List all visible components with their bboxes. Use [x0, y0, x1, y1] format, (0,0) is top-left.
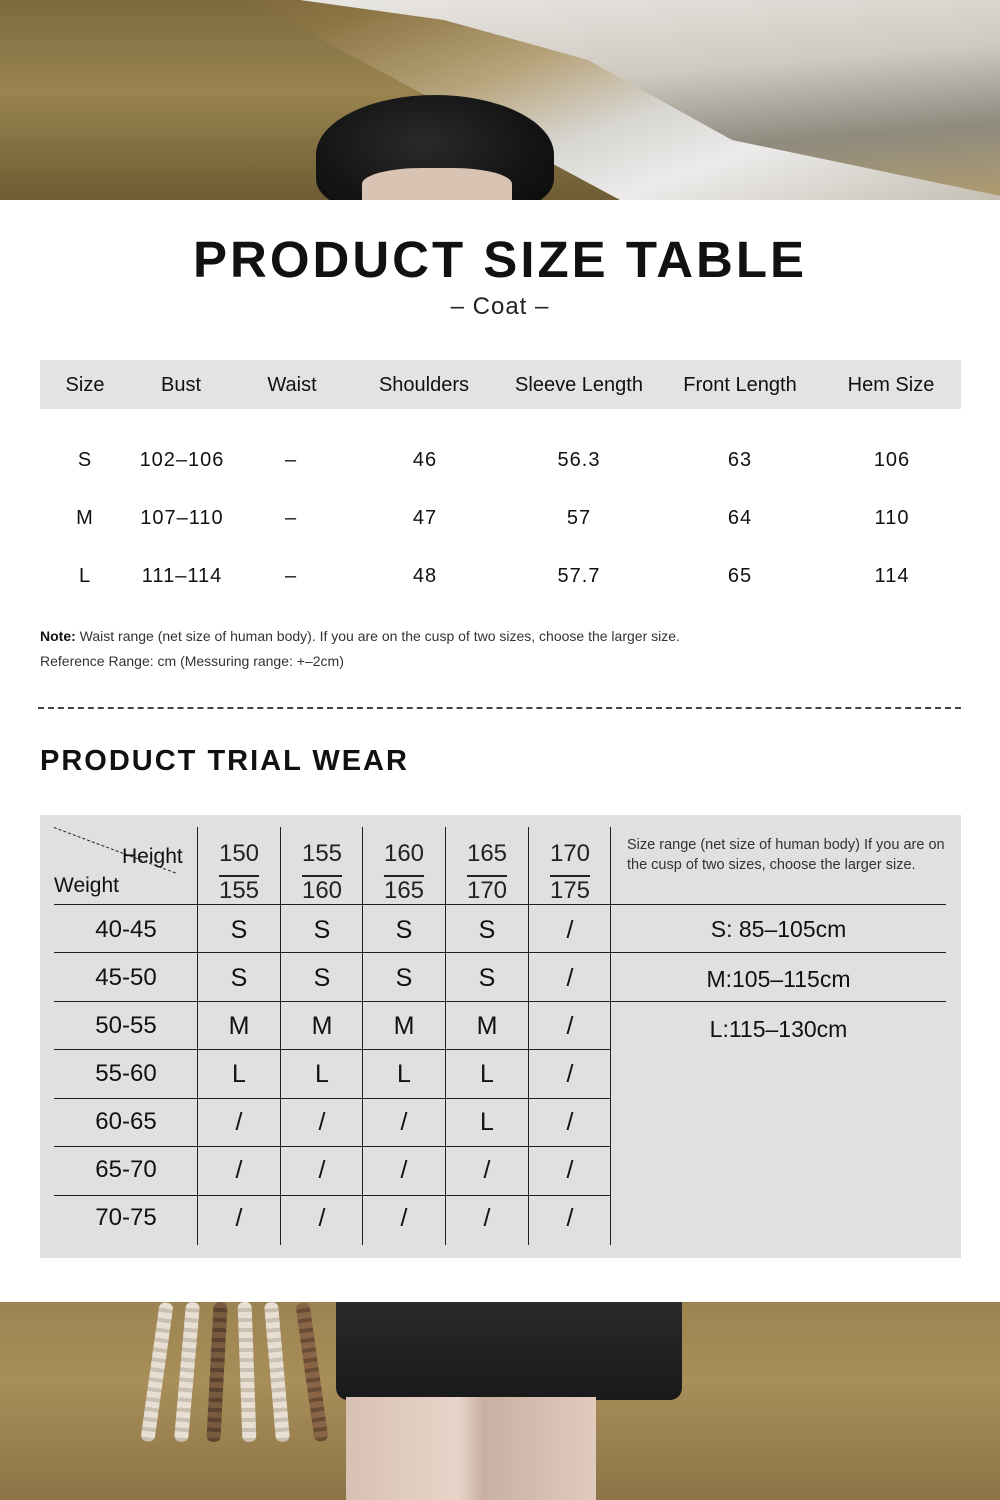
- trial-cell: S: [230, 916, 248, 944]
- size-guide-card: [0, 200, 1000, 1302]
- trial-cell: /: [566, 1156, 574, 1184]
- size-note: [40, 624, 680, 674]
- cell-waist: –: [284, 507, 298, 529]
- height-from: 150: [218, 840, 260, 867]
- height-from: 155: [301, 840, 343, 867]
- size-table-header: [40, 360, 961, 409]
- scarf-fringe: [295, 1302, 328, 1442]
- trial-cell: /: [566, 916, 574, 944]
- header-size: Size: [65, 374, 105, 396]
- height-to: 165: [383, 877, 425, 904]
- reference-range-text: Reference Range: cm (Messuring range: +–2cm): [40, 653, 344, 669]
- trial-cell: L: [315, 1060, 329, 1088]
- cell-size: M: [76, 507, 94, 529]
- header-bust: Bust: [160, 374, 202, 396]
- grid-line: [54, 1098, 611, 1099]
- header-hem-size: Hem Size: [847, 374, 935, 396]
- height-to: 175: [549, 877, 591, 904]
- grid-line: [54, 1001, 946, 1002]
- note-label: Note:: [40, 628, 76, 644]
- trial-cell: /: [400, 1204, 408, 1232]
- trial-cell: /: [235, 1156, 243, 1184]
- size-range-s: S: 85–105cm: [710, 916, 847, 942]
- cell-sleeve-length: 56.3: [557, 449, 601, 471]
- height-col-header: [363, 835, 445, 909]
- trial-cell: /: [318, 1204, 326, 1232]
- note-line: [40, 624, 680, 649]
- scarf-fringe: [264, 1302, 290, 1442]
- height-to: 155: [218, 877, 260, 904]
- grid-line: [54, 1195, 611, 1196]
- cell-bust: 102–106: [139, 449, 225, 471]
- corner-weight-label: Weight: [54, 874, 119, 897]
- trial-cell: M: [311, 1012, 333, 1040]
- header-front-length: Front Length: [683, 374, 797, 396]
- weight-label: 50-55: [95, 1012, 157, 1039]
- trial-cell: S: [230, 964, 248, 992]
- trial-cell: L: [480, 1060, 494, 1088]
- trial-cell: /: [483, 1204, 491, 1232]
- trial-cell: /: [318, 1108, 326, 1136]
- trial-cell: S: [395, 916, 413, 944]
- model-face: [362, 168, 512, 200]
- leather-shorts: [336, 1302, 682, 1400]
- cell-waist: –: [284, 565, 298, 587]
- note-text: Waist range (net size of human body). If you are on the cusp of two sizes, choose the larger size.: [75, 628, 680, 644]
- cell-sleeve-length: 57.7: [557, 565, 601, 587]
- trial-cell: M: [393, 1012, 415, 1040]
- cell-shoulders: 48: [412, 565, 438, 587]
- height-to: 160: [301, 877, 343, 904]
- background-photo-top: [0, 0, 1000, 200]
- trial-wear-table: [40, 815, 961, 1258]
- cell-front-length: 64: [727, 507, 753, 529]
- trial-cell: S: [478, 916, 496, 944]
- background-photo-bottom: [0, 1302, 1000, 1500]
- page-title: PRODUCT SIZE TABLE: [192, 231, 808, 288]
- scarf-fringe: [140, 1302, 173, 1442]
- cell-shoulders: 46: [412, 449, 438, 471]
- weight-label: 55-60: [95, 1060, 157, 1087]
- scarf-fringe: [238, 1302, 257, 1442]
- cell-shoulders: 47: [412, 507, 438, 529]
- trial-cell: /: [235, 1108, 243, 1136]
- weight-label: 70-75: [95, 1204, 157, 1231]
- trial-section-title: PRODUCT TRIAL WEAR: [40, 745, 409, 777]
- cell-front-length: 65: [727, 565, 753, 587]
- cell-size: L: [78, 565, 92, 587]
- cell-sleeve-length: 57: [566, 507, 592, 529]
- height-from: 160: [383, 840, 425, 867]
- cell-hem-size: 106: [873, 449, 911, 471]
- height-col-header: [281, 835, 363, 909]
- trial-cell: S: [313, 916, 331, 944]
- height-col-header: [529, 835, 611, 909]
- cell-front-length: 63: [727, 449, 753, 471]
- trial-cell: M: [476, 1012, 498, 1040]
- height-col-header: [198, 835, 280, 909]
- trial-cell: S: [395, 964, 413, 992]
- trial-cell: /: [566, 1012, 574, 1040]
- trial-cell: L: [397, 1060, 411, 1088]
- height-to: 170: [466, 877, 508, 904]
- table-row: [0, 507, 1000, 537]
- table-row: [0, 565, 1000, 595]
- grid-line: [54, 952, 946, 953]
- scarf-fringe: [174, 1302, 200, 1442]
- cell-bust: 107–110: [140, 507, 224, 529]
- weight-label: 45-50: [95, 964, 157, 991]
- page-subtitle: – Coat –: [450, 293, 550, 320]
- trial-cell: /: [400, 1108, 408, 1136]
- trial-cell: /: [235, 1204, 243, 1232]
- trial-cell: /: [566, 1108, 574, 1136]
- model-legs: [346, 1397, 596, 1500]
- cell-size: S: [77, 449, 93, 471]
- table-row: [0, 449, 1000, 479]
- cell-hem-size: 110: [874, 507, 910, 529]
- grid-line: [54, 1049, 611, 1050]
- header-shoulders: Shoulders: [378, 374, 470, 396]
- size-range-l: L:115–130cm: [709, 1016, 848, 1042]
- trial-cell: /: [566, 1204, 574, 1232]
- height-col-header: [446, 835, 528, 909]
- cell-hem-size: 114: [874, 565, 910, 587]
- header-waist: Waist: [267, 374, 317, 396]
- trial-cell: /: [566, 964, 574, 992]
- trial-cell: /: [318, 1156, 326, 1184]
- dashed-divider: [38, 707, 961, 709]
- trial-cell: /: [483, 1156, 491, 1184]
- trial-cell: /: [400, 1156, 408, 1184]
- weight-label: 40-45: [95, 916, 157, 943]
- weight-label: 60-65: [95, 1108, 157, 1135]
- header-sleeve-length: Sleeve Length: [515, 374, 643, 396]
- trial-cell: M: [228, 1012, 250, 1040]
- trial-cell: L: [232, 1060, 246, 1088]
- trial-cell: S: [313, 964, 331, 992]
- corner-height-label: Height: [122, 845, 183, 868]
- cell-waist: –: [284, 449, 298, 471]
- trial-cell: /: [566, 1060, 574, 1088]
- size-range-description: Size range (net size of human body) If you are on the cusp of two sizes, choose the larger size.: [627, 837, 945, 873]
- weight-label: 65-70: [95, 1156, 157, 1183]
- height-from: 165: [466, 840, 508, 867]
- height-from: 170: [549, 840, 591, 867]
- cell-bust: 111–114: [141, 565, 223, 587]
- trial-cell: L: [480, 1108, 494, 1136]
- scarf-fringe: [206, 1302, 227, 1442]
- size-range-m: M:105–115cm: [706, 966, 851, 992]
- trial-cell: S: [478, 964, 496, 992]
- grid-line: [54, 1146, 611, 1147]
